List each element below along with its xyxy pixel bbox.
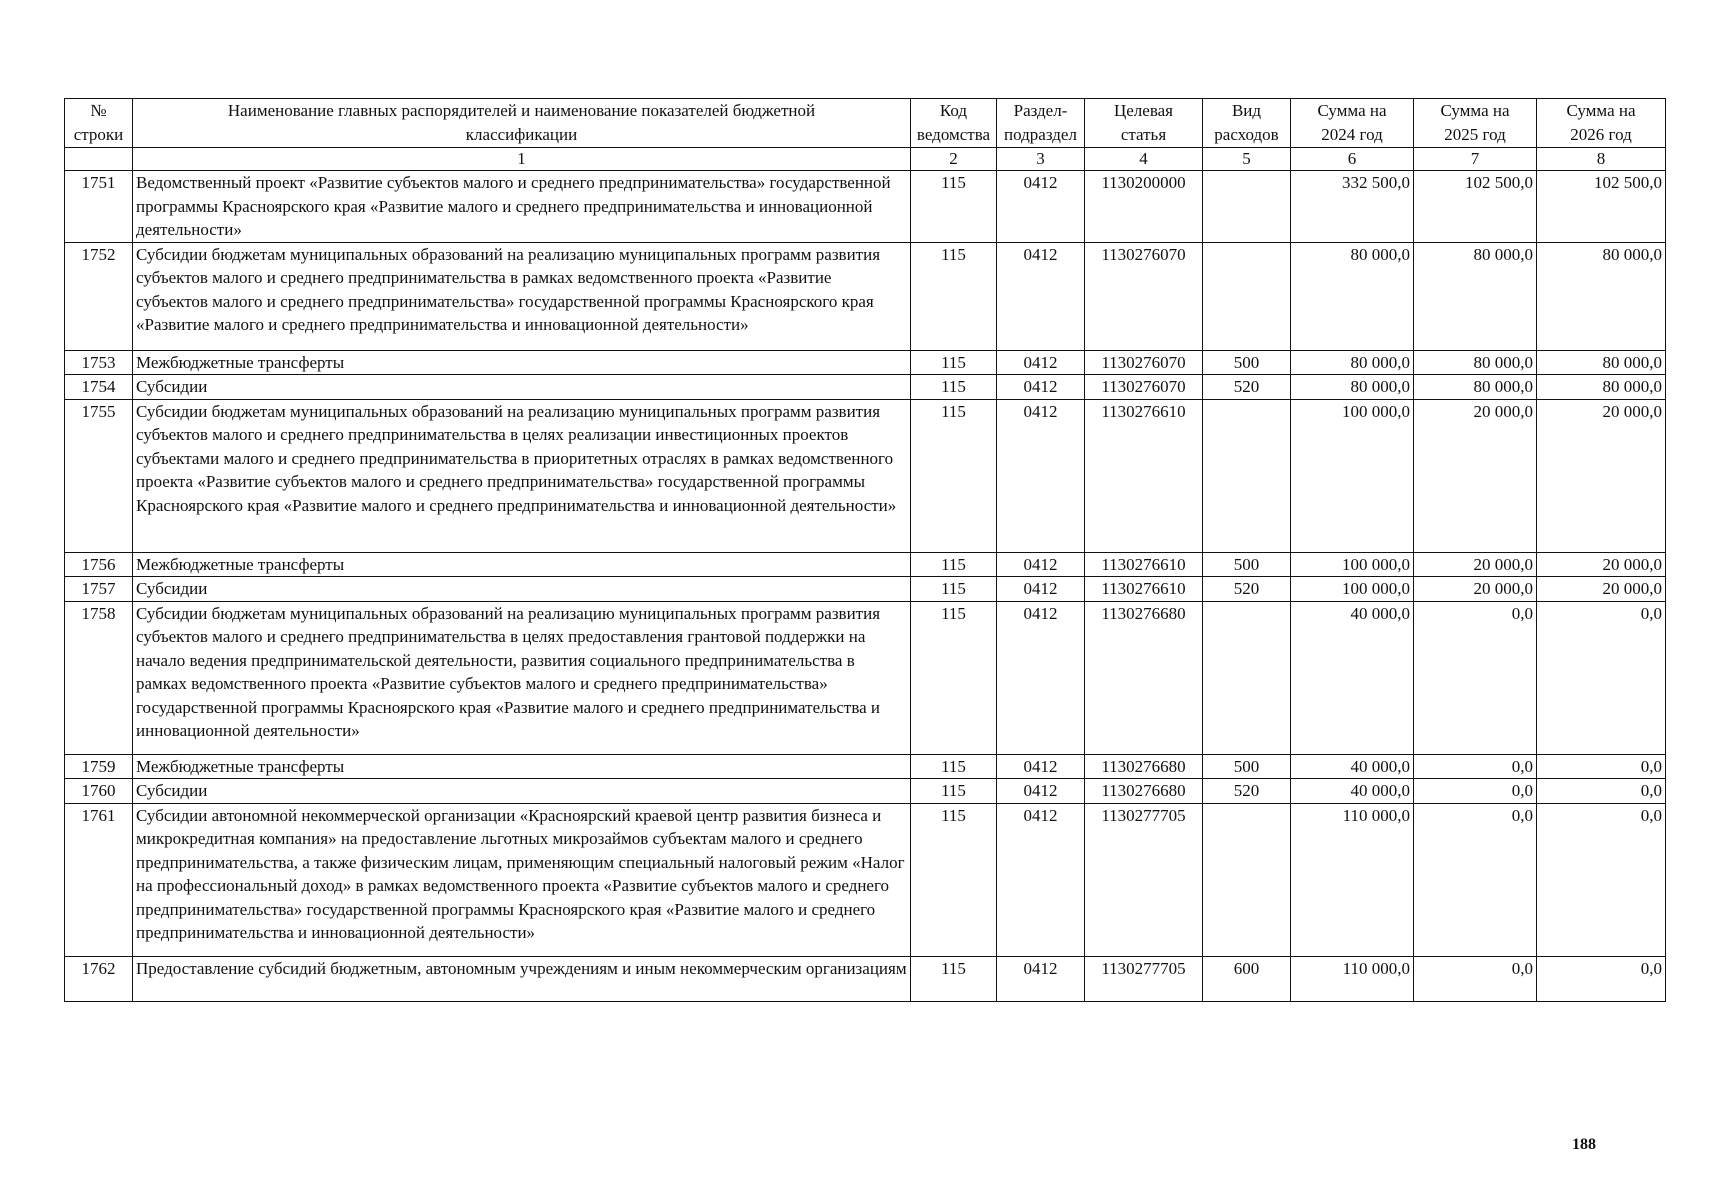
row-sum-2026: 102 500,0 [1537,171,1666,243]
header-row [65,99,1666,148]
table-body [65,171,1666,1002]
table-row [65,754,1666,779]
row-target-article: 1130276610 [1085,399,1203,552]
row-sum-2024: 100 000,0 [1291,552,1414,577]
row-target-article: 1130276680 [1085,779,1203,804]
table-row [65,779,1666,804]
row-expense-type: 500 [1203,552,1291,577]
table-row [65,171,1666,243]
row-dept-code: 115 [911,350,997,375]
row-name: Ведомственный проект «Развитие субъектов малого и среднего предпринимательства» государственной программы Красноярского края «Развитие малого и среднего предпринимательства и инновационной деятельности» [133,171,911,243]
page-number: 188 [1572,1136,1596,1153]
column-number-row [65,148,1666,171]
row-target-article: 1130277705 [1085,803,1203,956]
header-dept-code: Код ведомства [911,99,997,148]
row-sum-2024: 100 000,0 [1291,577,1414,602]
row-name: Субсидии бюджетам муниципальных образований на реализацию муниципальных программ развития субъектов малого и среднего предпринимательства в целях реализации инвестиционных проектов субъектами малого и среднего предпринимательства в приоритетных отраслях в рамках ведомственного проекта «Развитие субъектов малого и среднего предпринимательства» государственной программы Красноярского края «Развитие малого и среднего предпринимательства и инновационной деятельности» [133,399,911,552]
header-sum-2024: Сумма на 2024 год [1291,99,1414,148]
row-dept-code: 115 [911,399,997,552]
row-target-article: 1130276680 [1085,601,1203,754]
budget-table [64,98,1666,1002]
row-sum-2025: 20 000,0 [1414,577,1537,602]
row-sum-2024: 110 000,0 [1291,803,1414,956]
row-sum-2024: 80 000,0 [1291,242,1414,350]
row-target-article: 1130276610 [1085,552,1203,577]
row-number: 1762 [65,956,133,1001]
header-sum-2025: Сумма на 2025 год [1414,99,1537,148]
row-target-article: 1130276070 [1085,350,1203,375]
row-sum-2026: 80 000,0 [1537,350,1666,375]
row-dept-code: 115 [911,779,997,804]
row-number: 1753 [65,350,133,375]
row-name: Межбюджетные трансферты [133,350,911,375]
row-dept-code: 115 [911,803,997,956]
row-section: 0412 [997,779,1085,804]
row-sum-2024: 80 000,0 [1291,350,1414,375]
row-sum-2024: 40 000,0 [1291,779,1414,804]
row-dept-code: 115 [911,577,997,602]
row-expense-type [1203,803,1291,956]
row-sum-2025: 0,0 [1414,779,1537,804]
row-name: Межбюджетные трансферты [133,754,911,779]
row-dept-code: 115 [911,754,997,779]
row-sum-2026: 80 000,0 [1537,242,1666,350]
row-dept-code: 115 [911,601,997,754]
header-section: Раздел- подраздел [997,99,1085,148]
row-name: Предоставление субсидий бюджетным, автономным учреждениям и иным некоммерческим организациям [133,956,911,1001]
row-sum-2025: 0,0 [1414,956,1537,1001]
row-sum-2025: 0,0 [1414,601,1537,754]
row-expense-type: 520 [1203,779,1291,804]
column-number: 2 [911,148,997,171]
column-number: 4 [1085,148,1203,171]
row-dept-code: 115 [911,375,997,400]
row-name: Субсидии автономной некоммерческой организации «Красноярский краевой центр развития бизнеса и микрокредитная компания» на предоставление льготных микрозаймов субъектам малого и среднего предпринимательства, а также физическим лицам, применяющим специальный налоговый режим «Налог на профессиональный доход» в рамках ведомственного проекта «Развитие субъектов малого и среднего предпринимательства» государственной программы Красноярского края «Развитие малого и среднего предпринимательства и инновационной деятельности» [133,803,911,956]
header-sum-2026: Сумма на 2026 год [1537,99,1666,148]
row-dept-code: 115 [911,171,997,243]
table-row [65,577,1666,602]
row-expense-type: 500 [1203,754,1291,779]
table-row [65,956,1666,1001]
row-target-article: 1130277705 [1085,956,1203,1001]
row-sum-2026: 0,0 [1537,601,1666,754]
row-sum-2024: 40 000,0 [1291,601,1414,754]
table-row [65,242,1666,350]
row-number: 1755 [65,399,133,552]
row-number: 1752 [65,242,133,350]
row-sum-2026: 20 000,0 [1537,399,1666,552]
row-name: Субсидии [133,577,911,602]
column-number [65,148,133,171]
row-sum-2026: 0,0 [1537,803,1666,956]
row-expense-type: 520 [1203,577,1291,602]
row-sum-2026: 80 000,0 [1537,375,1666,400]
row-section: 0412 [997,601,1085,754]
row-sum-2025: 80 000,0 [1414,375,1537,400]
header-expense-type: Вид расходов [1203,99,1291,148]
row-dept-code: 115 [911,552,997,577]
row-sum-2024: 110 000,0 [1291,956,1414,1001]
row-number: 1754 [65,375,133,400]
row-sum-2025: 20 000,0 [1414,399,1537,552]
row-sum-2025: 0,0 [1414,803,1537,956]
row-section: 0412 [997,399,1085,552]
row-name: Межбюджетные трансферты [133,552,911,577]
table-row [65,350,1666,375]
row-target-article: 1130276680 [1085,754,1203,779]
header-target-article: Целевая статья [1085,99,1203,148]
row-sum-2025: 80 000,0 [1414,242,1537,350]
row-section: 0412 [997,803,1085,956]
column-number: 1 [133,148,911,171]
column-number: 6 [1291,148,1414,171]
row-sum-2025: 102 500,0 [1414,171,1537,243]
row-target-article: 1130276070 [1085,375,1203,400]
table-row [65,375,1666,400]
row-dept-code: 115 [911,242,997,350]
row-section: 0412 [997,956,1085,1001]
row-section: 0412 [997,350,1085,375]
row-sum-2026: 0,0 [1537,956,1666,1001]
row-expense-type: 600 [1203,956,1291,1001]
row-number: 1760 [65,779,133,804]
row-section: 0412 [997,577,1085,602]
table-row [65,601,1666,754]
row-expense-type [1203,601,1291,754]
row-section: 0412 [997,552,1085,577]
row-section: 0412 [997,171,1085,243]
row-section: 0412 [997,375,1085,400]
row-sum-2025: 80 000,0 [1414,350,1537,375]
column-number: 7 [1414,148,1537,171]
row-expense-type: 500 [1203,350,1291,375]
row-name: Субсидии [133,779,911,804]
row-section: 0412 [997,754,1085,779]
row-sum-2025: 20 000,0 [1414,552,1537,577]
row-number: 1757 [65,577,133,602]
row-target-article: 1130200000 [1085,171,1203,243]
row-number: 1758 [65,601,133,754]
row-sum-2026: 0,0 [1537,754,1666,779]
table-row [65,399,1666,552]
column-number: 8 [1537,148,1666,171]
row-name: Субсидии бюджетам муниципальных образований на реализацию муниципальных программ развития субъектов малого и среднего предпринимательства в целях предоставления грантовой поддержки на начало ведения предпринимательской деятельности, развития социального предпринимательства в рамках ведомственного проекта «Развитие субъектов малого и среднего предпринимательства» государственной программы Красноярского края «Развитие малого и среднего предпринимательства и инновационной деятельности» [133,601,911,754]
row-sum-2026: 0,0 [1537,779,1666,804]
header-name: Наименование главных распорядителей и наименование показателей бюджетной классификации [133,99,911,148]
table-row [65,803,1666,956]
table-row [65,552,1666,577]
row-sum-2026: 20 000,0 [1537,577,1666,602]
row-name: Субсидии [133,375,911,400]
row-target-article: 1130276070 [1085,242,1203,350]
row-section: 0412 [997,242,1085,350]
row-number: 1761 [65,803,133,956]
row-target-article: 1130276610 [1085,577,1203,602]
row-expense-type [1203,399,1291,552]
row-sum-2024: 40 000,0 [1291,754,1414,779]
row-sum-2026: 20 000,0 [1537,552,1666,577]
row-sum-2024: 100 000,0 [1291,399,1414,552]
row-expense-type [1203,242,1291,350]
row-number: 1751 [65,171,133,243]
row-dept-code: 115 [911,956,997,1001]
row-expense-type [1203,171,1291,243]
header-row-no: № строки [65,99,133,148]
row-number: 1759 [65,754,133,779]
row-expense-type: 520 [1203,375,1291,400]
row-number: 1756 [65,552,133,577]
row-sum-2024: 332 500,0 [1291,171,1414,243]
column-number: 3 [997,148,1085,171]
column-number: 5 [1203,148,1291,171]
row-sum-2024: 80 000,0 [1291,375,1414,400]
row-sum-2025: 0,0 [1414,754,1537,779]
row-name: Субсидии бюджетам муниципальных образований на реализацию муниципальных программ развития субъектов малого и среднего предпринимательства в рамках ведомственного проекта «Развитие субъектов малого и среднего предпринимательства» государственной программы Красноярского края «Развитие малого и среднего предпринимательства и инновационной деятельности» [133,242,911,350]
